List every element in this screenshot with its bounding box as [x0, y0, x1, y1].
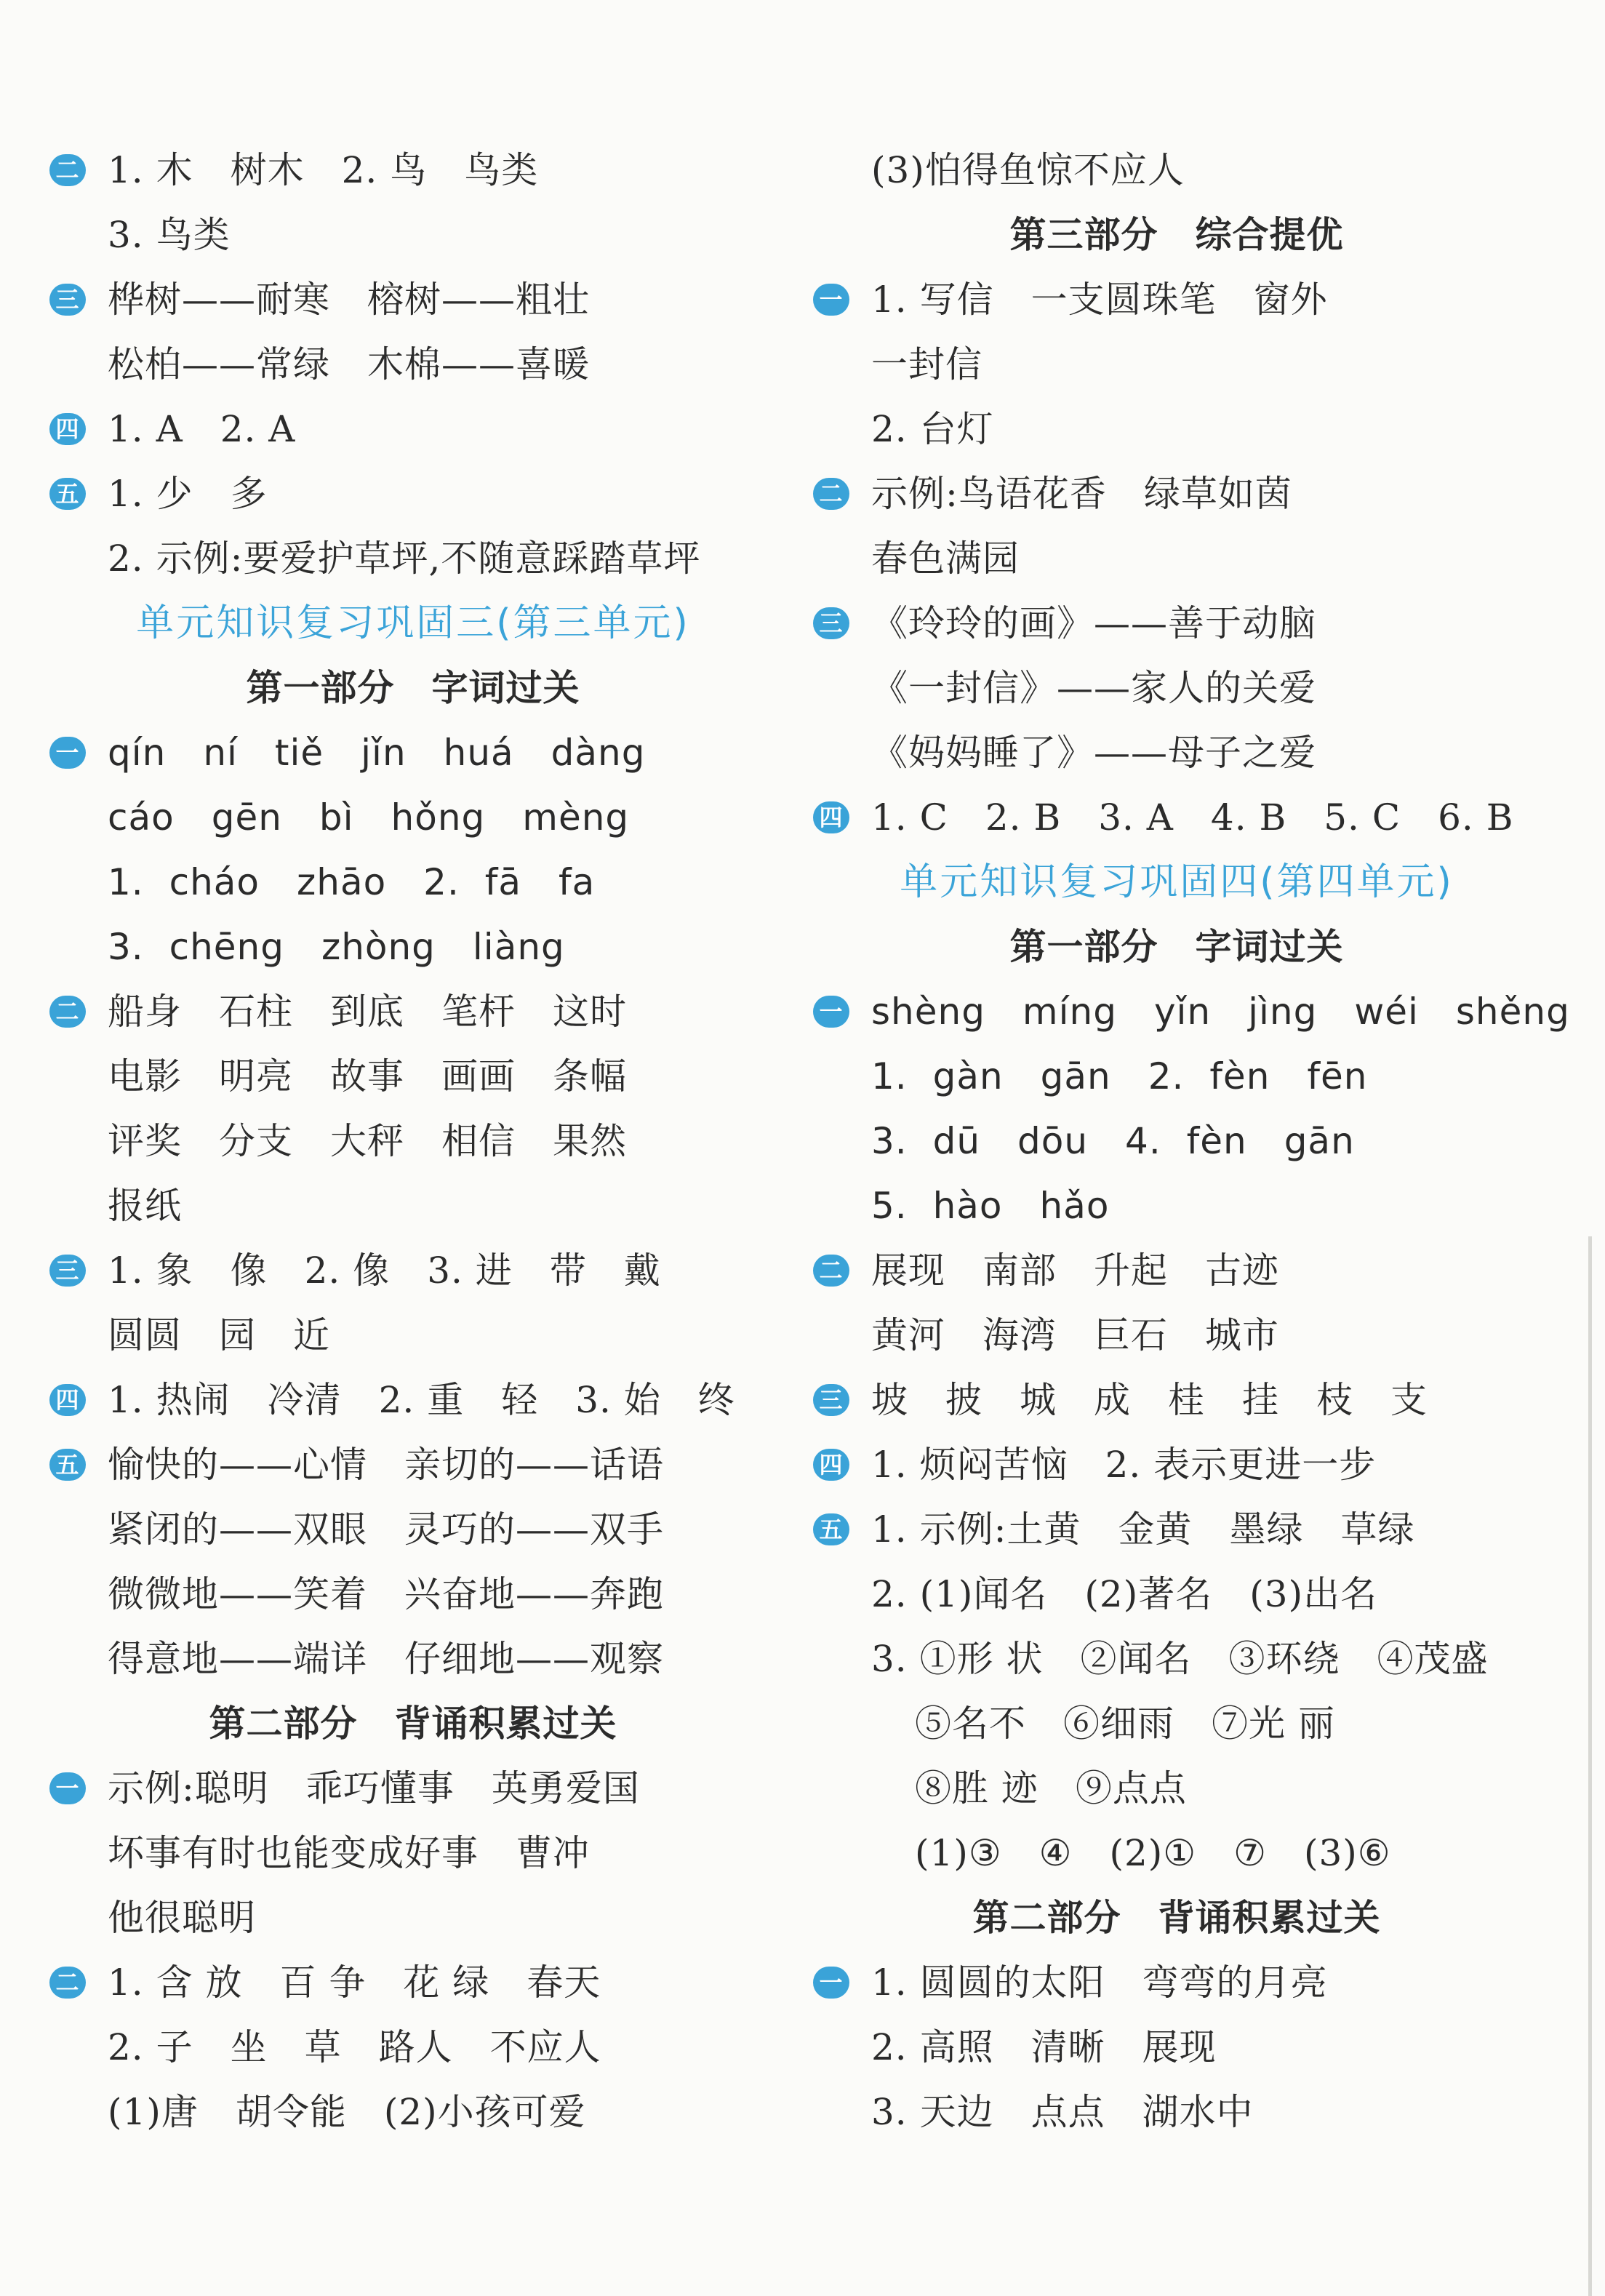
- answer-line: [49, 1497, 777, 1562]
- answer-text: ⑧胜 迹 ⑨点点: [915, 1767, 1187, 1809]
- answer-line: [813, 527, 1540, 591]
- answer-text: qín ní tiě jǐn huá dàng: [108, 732, 646, 774]
- question-number-badge: 一: [813, 284, 849, 316]
- answer-text: 《妈妈睡了》——母子之爱: [871, 732, 1316, 774]
- answer-text: 紧闭的——双眼 灵巧的——双手: [108, 1508, 664, 1551]
- answer-text: 他很聪明: [108, 1897, 256, 1939]
- answer-line: [49, 1433, 777, 1497]
- answer-text: shèng míng yǐn jìng wéi shěng: [871, 991, 1570, 1033]
- answer-text: 第一部分 字词过关: [1009, 926, 1344, 968]
- answer-text: 1. 圆圆的太阳 弯弯的月亮: [871, 1961, 1328, 2004]
- question-number-badge: 四: [49, 1384, 86, 1416]
- answer-line: [813, 1368, 1540, 1433]
- answer-line: [49, 1562, 777, 1627]
- answer-text: 1. 少 多: [108, 473, 268, 515]
- answer-text: 1. 木 树木 2. 鸟 鸟类: [108, 149, 539, 191]
- answer-line: [49, 1886, 777, 1951]
- answer-line: [813, 1756, 1540, 1821]
- answer-text: 圆圆 园 近: [108, 1314, 330, 1356]
- answer-text: 黄河 海湾 巨石 城市: [871, 1314, 1279, 1356]
- question-number-badge: 二: [813, 1255, 849, 1287]
- answer-line: [49, 1627, 777, 1692]
- question-number-badge: 一: [49, 1772, 86, 1804]
- section-heading: [813, 203, 1540, 268]
- question-number-badge: 二: [49, 1967, 86, 1999]
- answer-line: [813, 332, 1540, 397]
- answer-text: 第一部分 字词过关: [246, 667, 580, 709]
- answer-text: 3. ①形 状 ②闻名 ③环绕 ④茂盛: [871, 1638, 1489, 1680]
- answer-line: [813, 1562, 1540, 1627]
- answer-text: 1. 象 像 2. 像 3. 进 带 戴: [108, 1249, 661, 1292]
- answer-text: 《玲玲的画》——善于动脑: [871, 602, 1316, 644]
- answer-text: 示例:聪明 乖巧懂事 英勇爱国: [108, 1767, 640, 1809]
- answer-text: (1)唐 胡令能 (2)小孩可爱: [108, 2091, 586, 2133]
- unit-title: [813, 850, 1540, 915]
- unit-title: [49, 591, 777, 656]
- answer-line: [49, 397, 777, 462]
- left-column: [49, 138, 777, 2145]
- answer-text: 《一封信》——家人的关爱: [871, 667, 1316, 709]
- answer-text: 展现 南部 升起 古迹: [871, 1249, 1279, 1292]
- answer-text: 坡 披 城 成 桂 挂 枝 支: [871, 1379, 1428, 1421]
- answer-text: 1. gàn gān 2. fèn fēn: [871, 1055, 1368, 1097]
- answer-text: 1. 热闹 冷清 2. 重 轻 3. 始 终: [108, 1379, 735, 1421]
- question-number-badge: 一: [49, 737, 86, 769]
- answer-line: [813, 1109, 1540, 1174]
- answer-text: 单元知识复习巩固三(第三单元): [136, 601, 690, 645]
- answer-line: [49, 332, 777, 397]
- answer-text: 1. A 2. A: [108, 408, 296, 450]
- answer-text: 微微地——笑着 兴奋地——奔跑: [108, 1573, 664, 1615]
- answer-line: [813, 1497, 1540, 1562]
- answer-line: [49, 721, 777, 785]
- answer-text: 2. 子 坐 草 路人 不应人: [108, 2026, 601, 2068]
- answer-line: [813, 1303, 1540, 1368]
- answer-text: 得意地——端详 仔细地——观察: [108, 1638, 664, 1680]
- answer-line: [49, 1174, 777, 1239]
- answer-line: [813, 1692, 1540, 1756]
- question-number-badge: 五: [49, 478, 86, 510]
- answer-line: [49, 1951, 777, 2015]
- answer-text: 松柏——常绿 木棉——喜暖: [108, 343, 590, 385]
- answer-text: cáo gēn bì hǒng mèng: [108, 796, 630, 839]
- question-number-badge: 三: [813, 607, 849, 639]
- section-heading: [49, 1692, 777, 1756]
- question-number-badge: 五: [813, 1513, 849, 1545]
- answer-line: [813, 1174, 1540, 1239]
- answer-text: 示例:鸟语花香 绿草如茵: [871, 473, 1292, 515]
- answer-text: 1. C 2. B 3. A 4. B 5. C 6. B: [871, 796, 1514, 839]
- answer-text: 单元知识复习巩固四(第四单元): [900, 860, 1454, 904]
- answer-line: [49, 1368, 777, 1433]
- answer-line: [49, 1821, 777, 1886]
- answer-line: [49, 203, 777, 268]
- answer-text: 坏事有时也能变成好事 曹冲: [108, 1832, 590, 1874]
- answer-text: 船身 石柱 到底 笔杆 这时: [108, 991, 627, 1033]
- answer-line: [49, 2015, 777, 2080]
- answer-text: 5. hào hǎo: [871, 1185, 1110, 1227]
- answer-line: [813, 1951, 1540, 2015]
- question-number-badge: 二: [49, 996, 86, 1028]
- question-number-badge: 一: [813, 1967, 849, 1999]
- answer-text: 1. cháo zhāo 2. fā fa: [108, 861, 596, 903]
- answer-line: [49, 138, 777, 203]
- answer-line: [49, 1044, 777, 1109]
- answer-line: [813, 2080, 1540, 2145]
- answer-line: [49, 850, 777, 915]
- answer-line: [813, 1821, 1540, 1886]
- answer-line: [813, 462, 1540, 527]
- answer-text: 第二部分 背诵积累过关: [209, 1703, 617, 1745]
- answer-line: [813, 1433, 1540, 1497]
- section-heading: [49, 656, 777, 721]
- answer-line: [49, 462, 777, 527]
- question-number-badge: 三: [49, 284, 86, 316]
- answer-line: [813, 980, 1570, 1044]
- answer-text: 3. 天边 点点 湖水中: [871, 2091, 1254, 2133]
- answer-text: 1. 写信 一支圆珠笔 窗外: [871, 279, 1328, 321]
- answer-text: 1. 含 放 百 争 花 绿 春天: [108, 1961, 601, 2004]
- answer-text: 春色满园: [871, 537, 1020, 580]
- section-heading: [813, 915, 1540, 980]
- answer-line: [49, 980, 777, 1044]
- answer-line: [49, 785, 777, 850]
- answer-text: 2. 台灯: [871, 408, 994, 450]
- answer-line: [813, 268, 1540, 332]
- answer-line: [813, 1239, 1540, 1303]
- answer-line: [49, 527, 777, 591]
- answer-text: 愉快的——心情 亲切的——话语: [108, 1444, 664, 1486]
- answer-line: [813, 138, 1540, 203]
- answer-line: [813, 721, 1540, 785]
- answer-text: 第三部分 综合提优: [1009, 214, 1344, 256]
- question-number-badge: 四: [49, 413, 86, 445]
- scan-edge-shadow: [1588, 1236, 1592, 2296]
- answer-line: [813, 591, 1540, 656]
- answer-line: [813, 397, 1540, 462]
- answer-text: (3)怕得鱼惊不应人: [871, 149, 1185, 191]
- section-heading: [813, 1886, 1540, 1951]
- answer-text: 2. 示例:要爱护草坪,不随意踩踏草坪: [108, 537, 701, 580]
- answer-text: 电影 明亮 故事 画画 条幅: [108, 1055, 627, 1097]
- answer-text: 3. chēng zhòng liàng: [108, 926, 565, 968]
- answer-line: [813, 656, 1540, 721]
- answer-text: 2. (1)闻名 (2)著名 (3)出名: [871, 1573, 1378, 1615]
- right-column: [813, 138, 1570, 2145]
- answer-line: [49, 1109, 777, 1174]
- answer-text: 3. 鸟类: [108, 214, 231, 256]
- answer-text: (1)③ ④ (2)① ⑦ (3)⑥: [915, 1832, 1391, 1874]
- question-number-badge: 四: [813, 1449, 849, 1481]
- question-number-badge: 五: [49, 1449, 86, 1481]
- question-number-badge: 四: [813, 801, 849, 833]
- answer-line: [813, 1627, 1540, 1692]
- answer-line: [49, 1239, 777, 1303]
- question-number-badge: 二: [49, 154, 86, 186]
- answer-line: [813, 785, 1540, 850]
- answer-text: 桦树——耐寒 榕树——粗壮: [108, 279, 590, 321]
- question-number-badge: 三: [49, 1255, 86, 1287]
- answer-text: 评奖 分支 大秤 相信 果然: [108, 1120, 627, 1162]
- question-number-badge: 二: [813, 478, 849, 510]
- answer-line: [813, 2015, 1540, 2080]
- answer-text: 3. dū dōu 4. fèn gān: [871, 1120, 1355, 1162]
- answer-text: 1. 示例:土黄 金黄 墨绿 草绿: [871, 1508, 1415, 1551]
- question-number-badge: 一: [813, 996, 849, 1028]
- answer-line: [49, 2080, 777, 2145]
- answer-line: [813, 1044, 1540, 1109]
- answer-text: 报纸: [108, 1185, 182, 1227]
- answer-line: [49, 915, 777, 980]
- answer-text: 1. 烦闷苦恼 2. 表示更进一步: [871, 1444, 1377, 1486]
- question-number-badge: 三: [813, 1384, 849, 1416]
- answer-line: [49, 1303, 777, 1368]
- answer-text: ⑤名不 ⑥细雨 ⑦光 丽: [915, 1703, 1335, 1745]
- answer-text: 第二部分 背诵积累过关: [972, 1897, 1381, 1939]
- answer-text: 2. 高照 清晰 展现: [871, 2026, 1217, 2068]
- answer-line: [49, 268, 777, 332]
- answer-text: 一封信: [871, 343, 982, 385]
- answer-line: [49, 1756, 777, 1821]
